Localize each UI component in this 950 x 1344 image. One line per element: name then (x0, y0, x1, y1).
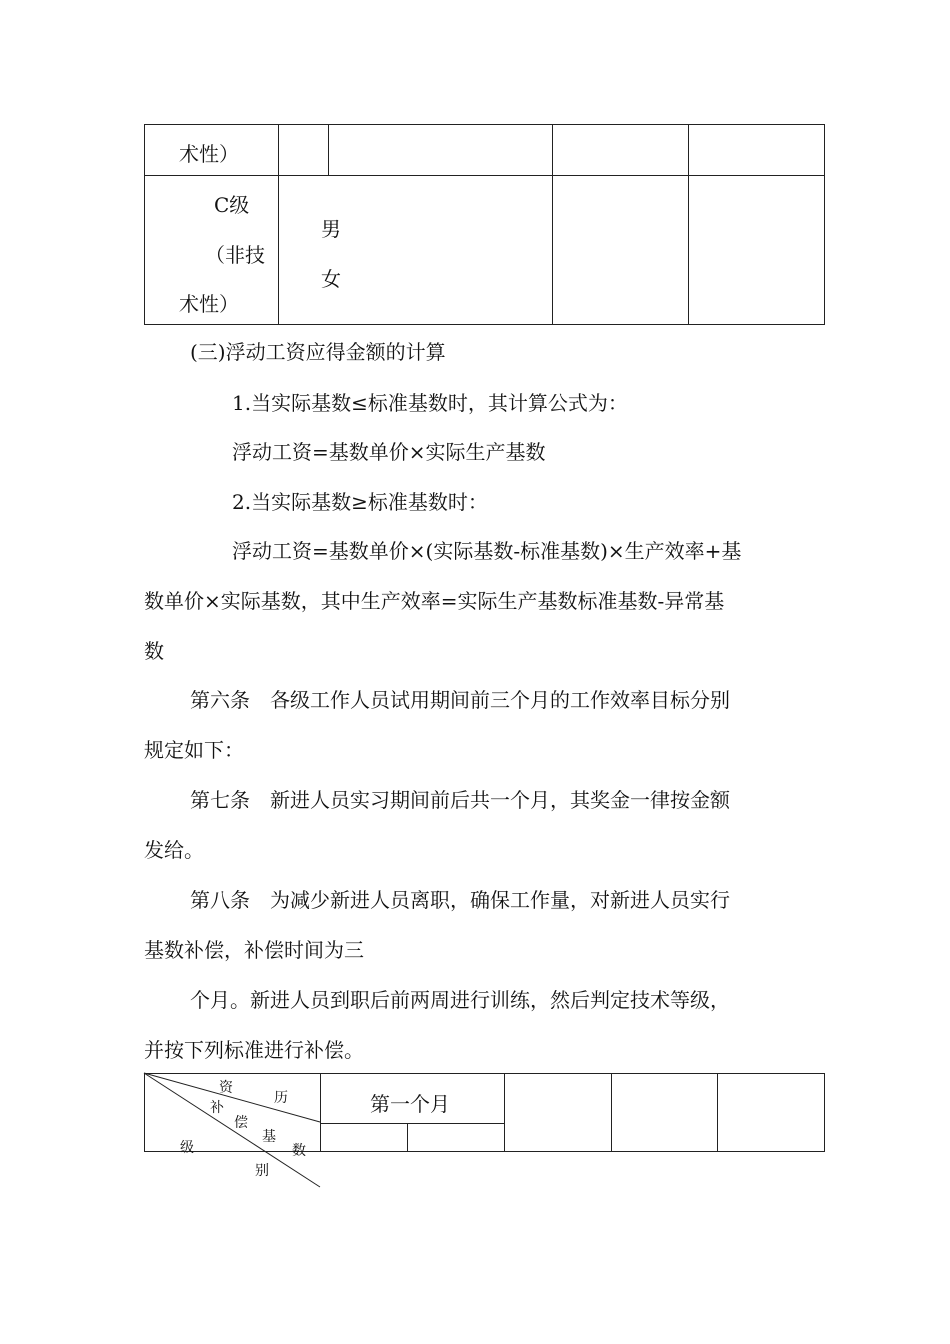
paragraph: 并按下列标准进行补偿。 (144, 1038, 364, 1062)
diagonal-header-label: 数 (292, 1143, 306, 1159)
paragraph: 1.当实际基数≤标准基数时，其计算公式为： (232, 391, 628, 415)
article-six: 规定如下： (144, 738, 244, 762)
article-eight: 第八条 为减少新进人员离职，确保工作量，对新进人员实行 (190, 888, 730, 912)
article-seven: 第七条 新进人员实习期间前后共一个月，其奖金一律按金额 (190, 788, 730, 812)
paragraph: 2.当实际基数≥标准基数时： (232, 490, 488, 514)
diagonal-header-label: 级 (180, 1140, 194, 1156)
formula: 数 (144, 639, 164, 663)
table-cell: 男 (321, 217, 341, 241)
paragraph: 个月。新进人员到职后前两周进行训练，然后判定技术等级， (190, 988, 730, 1012)
diagonal-header-label: 别 (255, 1163, 269, 1179)
table-cell: 术性） (179, 142, 239, 166)
table-cell: C级 (214, 193, 250, 217)
section-heading: (三)浮动工资应得金额的计算 (190, 340, 446, 364)
diagonal-header-label: 基 (262, 1129, 276, 1145)
table-cell: （非技 (205, 243, 265, 267)
diagonal-header-label: 补 (210, 1100, 224, 1116)
formula: 浮动工资=基数单价×实际生产基数 (232, 440, 546, 464)
table-cell: 术性） (179, 292, 239, 316)
article-six: 第六条 各级工作人员试用期间前三个月的工作效率目标分别 (190, 688, 730, 712)
article-eight: 基数补偿，补偿时间为三 (144, 938, 364, 962)
formula: 浮动工资=基数单价×(实际基数-标准基数)×生产效率+基 (232, 539, 742, 563)
diagonal-header-label: 偿 (234, 1115, 248, 1131)
column-header-month-1: 第一个月 (370, 1092, 450, 1116)
diagonal-header-label: 历 (274, 1090, 288, 1106)
diagonal-header-label: 资 (219, 1080, 233, 1096)
formula: 数单价×实际基数，其中生产效率=实际生产基数标准基数-异常基 (144, 589, 725, 613)
article-seven: 发给。 (144, 838, 204, 862)
table-cell: 女 (321, 267, 341, 291)
